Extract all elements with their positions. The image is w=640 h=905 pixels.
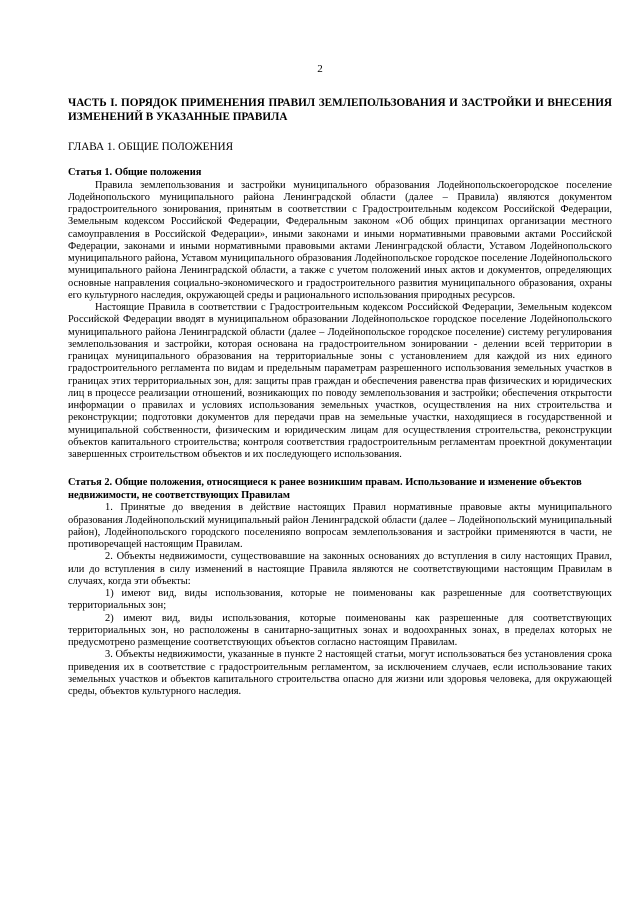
article-2-paragraph: 1. Принятые до введения в действие настоящих Правил нормативные правовые акты муниципального образования Лодейнопольский муниципальный район Ленинградской области (далее – Лодейнопольский муниципальный район), Лодейнопольского городского поселенияпо вопросам землепользования и застройки применяются в части, не противоречащей настоящим Правилам. xyxy=(68,502,612,550)
article-2-paragraph: 2. Объекты недвижимости, существовавшие на законных основаниях до вступления в силу настоящих Правил, или до вступления в силу изменений в настоящие Правила являются не соответствующими настоящим Правилам в случаях, когда эти объекты: xyxy=(68,551,612,587)
article-2-paragraph: 3. Объекты недвижимости, указанные в пункте 2 настоящей статьи, могут использоваться без установления срока приведения их в соответствие с градостроительным регламентом, за исключением случаев, если использование таких земельных участков и объектов капитального строительства опасно для жизни или здоровья человека, для окружающей среды, объектов культурного наследия. xyxy=(68,649,612,697)
article-1 xyxy=(68,167,612,461)
article-1-title: Статья 1. Общие положения xyxy=(68,167,202,178)
article-2-title: Статья 2. Общие положения, относящиеся к ранее возникшим правам. Использование и изменение объектов недвижимости, не соответствующих Правилам xyxy=(68,477,582,501)
part-title: ЧАСТЬ I. ПОРЯДОК ПРИМЕНЕНИЯ ПРАВИЛ ЗЕМЛЕПОЛЬЗОВАНИЯ И ЗАСТРОЙКИ И ВНЕСЕНИЯ ИЗМЕНЕНИЙ В УКАЗАННЫЕ ПРАВИЛА xyxy=(68,97,612,123)
article-2-paragraph: 1) имеют вид, виды использования, которые не поименованы как разрешенные для соответствующих территориальных зон; xyxy=(68,588,612,612)
page-number: 2 xyxy=(317,63,323,75)
document-body xyxy=(68,97,612,698)
chapter-title: ГЛАВА 1. ОБЩИЕ ПОЛОЖЕНИЯ xyxy=(68,141,234,153)
article-2 xyxy=(68,477,612,698)
article-1-paragraph: Правила землепользования и застройки муниципального образования Лодейнопольскоегородское поселение Лодейнопольского муниципального района Ленинградской области (далее – Правила) являются документом градостроительного зонирования, принятым в соответствии с Градостроительным кодексом Российской Федерации, Земельным кодексом Российской Федерации, Федеральным законом «Об общих принципах организации местного самоуправления в Российской Федерации», иными законами и иными нормативными правовыми актами Российской Федерации, законами и иными нормативными правовыми актами Ленинградской области, Уставом Лодейнопольского муниципального района, Уставом муниципального образования Лодейнопольское городское поселение Лодейнопольского муниципального района Ленинградской области, а также с учетом положений иных актов и документов, определяющих основные направления социально-экономического и градостроительного развития муниципального образования, охраны его культурного наследия, окружающей среды и рационального использования природных ресурсов. xyxy=(68,179,612,301)
article-1-paragraph: Настоящие Правила в соответствии с Градостроительным кодексом Российской Федерации, Земельным кодексом Российской Федерации вводят в муниципальном образовании Лодейнопольское городское поселение Лодейнопольского муниципального района Ленинградской области (далее – Лодейнопольское городское поселение) систему регулирования землепользования и застройки, которая основана на градостроительном зонировании - делении всей территории в границах муниципального образования на территориальные зоны с установлением для каждой из них единого градостроительного регламента по видам и предельным параметрам разрешенного использования земельных участков в границах этих территориальных зон, для: защиты прав граждан и обеспечения равенства прав физических и юридических лиц в процессе реализации отношений, возникающих по поводу землепользования и застройки; обеспечения открытости информации о правилах и условиях использования земельных участков, осуществления на них строительства и реконструкции; подготовки документов для передачи прав на земельные участки, находящиеся в государственной и муниципальной собственности, физическим и юридическим лицам для осуществления строительства, реконструкции объектов капитального строительства; контроля соответствия градостроительным регламентам проектной документации завершенных строительством объектов и их последующего использования. xyxy=(68,302,612,460)
article-2-paragraph: 2) имеют вид, виды использования, которые поименованы как разрешенные для соответствующих территориальных зон, но расположены в санитарно-защитных зонах и водоохранных зонах, в пределах которых не предусмотрено размещение соответствующих объектов согласно настоящим Правилам. xyxy=(68,612,612,648)
